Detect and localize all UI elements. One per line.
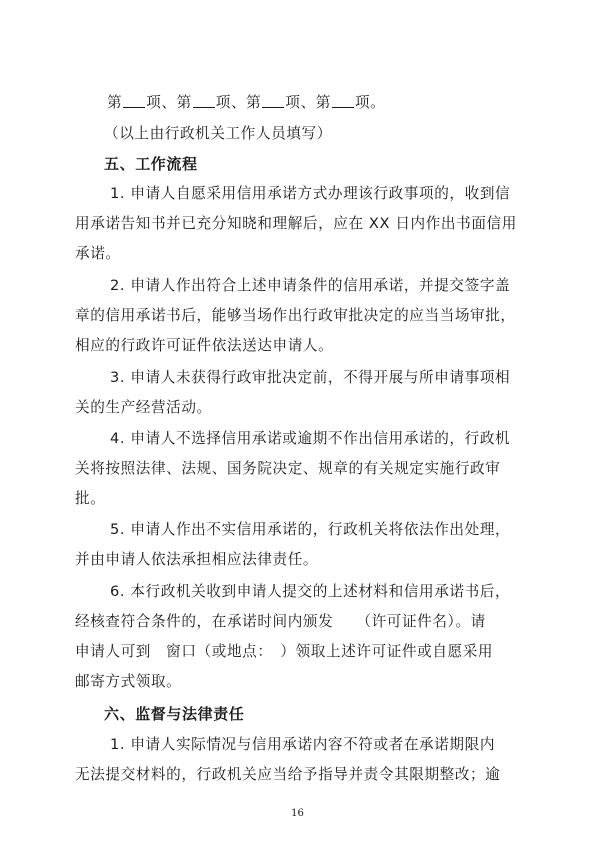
blank-line-text-5: 项。: [354, 94, 386, 111]
blank-line-text-4: 项、第: [285, 94, 331, 111]
paragraph-line: 1. 申请人自愿采用信用承诺方式办理该行政事项的，收到信: [110, 185, 511, 202]
blank-items-line: [0, 93, 595, 113]
blank-field-2: [193, 93, 215, 108]
section5-heading: 五、工作流程: [104, 155, 198, 173]
section6-heading: 六、监督与法律责任: [104, 705, 245, 723]
blank-line-text-2: 项、第: [146, 94, 192, 111]
paragraph-line: 相应的行政许可证件依法送达申请人。: [75, 337, 334, 354]
paragraph-line: 4. 申请人不选择信用承诺或逾期不作出信用承诺的，行政机: [110, 430, 511, 447]
paragraph-line: 5. 申请人作出不实信用承诺的，行政机关将依法作出处理，: [110, 521, 511, 538]
blank-line-text-3: 项、第: [215, 94, 262, 111]
page-number: 16: [291, 808, 304, 819]
staff-note: （以上由行政机关工作人员填写）: [104, 125, 332, 142]
paragraph-line: 承诺。: [75, 245, 121, 262]
paragraph-line: 2. 申请人作出符合上述申请条件的信用承诺，并提交签字盖: [110, 277, 511, 294]
paragraph-line: 1. 申请人实际情况与信用承诺内容不符或者在承诺期限内: [110, 736, 496, 753]
paragraph-line: 章的信用承诺书后，能够当场作出行政审批决定的应当当场审批，: [75, 307, 516, 324]
blank-field-4: [332, 93, 354, 108]
blank-field-1: [123, 93, 145, 108]
paragraph-line: 无法提交材料的，行政机关应当给予指导并责令其限期整改；逾: [75, 766, 501, 783]
paragraph-line: 6. 本行政机关收到申请人提交的上述材料和信用承诺书后，: [110, 583, 511, 600]
paragraph-line: 关将按照法律、法规、国务院决定、规章的有关规定实施行政审: [75, 460, 501, 477]
paragraph-line: 经核查符合条件的，在承诺时间内颁发 （许可证件名）。请: [75, 613, 486, 630]
blank-field-3: [262, 93, 284, 108]
paragraph-line: 3. 申请人未获得行政审批决定前，不得开展与所申请事项相: [110, 369, 511, 386]
paragraph-line: 并由申请人依法承担相应法律责任。: [75, 551, 319, 568]
blank-line-text-1: 第: [107, 94, 123, 111]
paragraph-line: 关的生产经营活动。: [75, 399, 212, 416]
paragraph-line: 用承诺告知书并已充分知晓和理解后，应在 XX 日内作出书面信用: [75, 215, 517, 232]
paragraph-line: 批。: [75, 490, 106, 507]
paragraph-line: 申请人可到 窗口（或地点： ）领取上述许可证件或自愿采用: [75, 643, 494, 660]
paragraph-line: 邮寄方式领取。: [75, 673, 182, 690]
